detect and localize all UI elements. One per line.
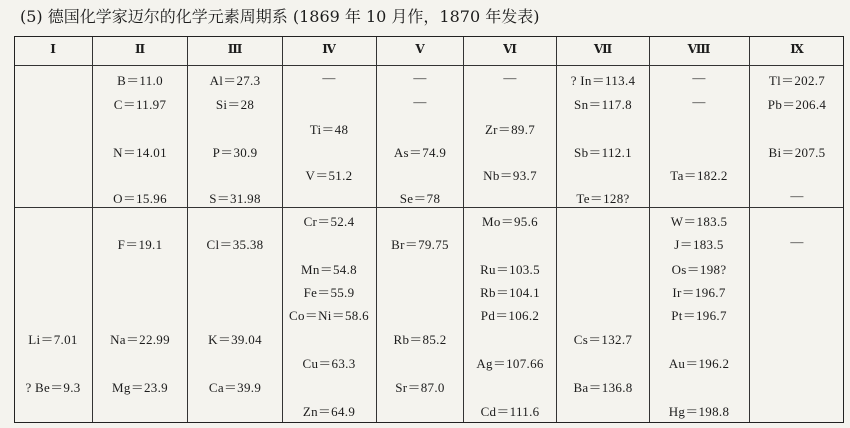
element-cell: Pd＝106.2 [480, 308, 540, 323]
element-cell: V＝51.2 [305, 168, 353, 183]
element-cell: Ag＝107.66 [476, 356, 544, 371]
element-cell: Zn＝64.9 [302, 404, 356, 419]
group-header-4: Ⅳ [322, 42, 336, 56]
element-cell: — [790, 234, 804, 249]
element-cell: Cd＝111.6 [480, 404, 540, 419]
element-cell: Al＝27.3 [209, 73, 261, 88]
element-cell: J＝183.5 [674, 237, 724, 252]
element-cell: Hg＝198.8 [668, 404, 730, 419]
element-cell: Co＝Ni＝58.6 [289, 308, 369, 323]
element-cell: Mn＝54.8 [301, 262, 357, 277]
element-cell: Fe＝55.9 [303, 285, 355, 300]
element-cell: K＝39.04 [208, 332, 262, 347]
element-cell: — [322, 70, 336, 85]
element-cell: Ba＝136.8 [573, 380, 633, 395]
element-cell: Sr＝87.0 [395, 380, 445, 395]
element-cell: — [413, 70, 427, 85]
element-cell: ? Be＝9.3 [25, 380, 81, 395]
element-cell: Cr＝52.4 [303, 214, 355, 229]
element-cell: Sb＝112.1 [574, 145, 632, 160]
element-cell: Ir＝196.7 [672, 285, 726, 300]
group-header-7: Ⅶ [593, 42, 613, 56]
element-cell: Se＝78 [399, 191, 441, 206]
element-cell: Li＝7.01 [28, 332, 78, 347]
element-cell: Cu＝63.3 [302, 356, 356, 371]
element-cell: P＝30.9 [212, 145, 258, 160]
header-divider [15, 65, 843, 66]
element-cell: Tl＝202.7 [768, 73, 826, 88]
element-cell: Ti＝48 [309, 122, 349, 137]
element-cell: Pt＝196.7 [671, 308, 727, 323]
element-cell: F＝19.1 [117, 237, 163, 252]
group-header-2: Ⅱ [134, 42, 146, 56]
element-cell: ? In＝113.4 [570, 73, 636, 88]
group-header-8: Ⅷ [687, 42, 711, 56]
element-cell: C＝11.97 [113, 97, 167, 112]
element-cell: Au＝196.2 [668, 356, 730, 371]
element-cell: — [692, 70, 706, 85]
element-cell: — [413, 94, 427, 109]
element-cell: Sn＝117.8 [574, 97, 632, 112]
element-cell: — [790, 188, 804, 203]
section-divider [15, 207, 843, 208]
element-cell: Te＝128? [576, 191, 630, 206]
element-cell: — [692, 94, 706, 109]
periodic-table [14, 36, 844, 423]
element-cell: Os＝198? [671, 262, 727, 277]
element-cell: Rb＝104.1 [480, 285, 540, 300]
element-cell: Ca＝39.9 [208, 380, 262, 395]
element-cell: Na＝22.99 [110, 332, 170, 347]
element-cell: Mg＝23.9 [112, 380, 168, 395]
element-cell: Ru＝103.5 [480, 262, 540, 277]
group-header-9: Ⅸ [790, 42, 804, 56]
element-cell: As＝74.9 [393, 145, 447, 160]
group-header-3: Ⅲ [227, 42, 243, 56]
element-cell: Br＝79.75 [391, 237, 449, 252]
element-cell: W＝183.5 [670, 214, 728, 229]
element-cell: Pb＝206.4 [767, 97, 827, 112]
element-cell: O＝15.96 [113, 191, 167, 206]
page-title: (5) 德国化学家迈尔的化学元素周期系 (1869 年 10 月作，1870 年发表) [20, 7, 540, 26]
element-cell: Bi＝207.5 [768, 145, 826, 160]
element-cell: B＝11.0 [117, 73, 163, 88]
element-cell: S＝31.98 [209, 191, 261, 206]
element-cell: — [503, 70, 517, 85]
group-header-1: I [50, 42, 56, 56]
element-cell: Cs＝132.7 [573, 332, 633, 347]
group-header-6: Ⅵ [503, 42, 517, 56]
element-cell: Si＝28 [215, 97, 255, 112]
group-header-5: Ⅴ [415, 42, 425, 56]
element-cell: Cl＝35.38 [206, 237, 264, 252]
element-cell: Nb＝93.7 [483, 168, 537, 183]
element-cell: Rb＝85.2 [393, 332, 447, 347]
element-cell: Mo＝95.6 [482, 214, 538, 229]
element-cell: N＝14.01 [113, 145, 167, 160]
element-cell: Ta＝182.2 [670, 168, 728, 183]
element-cell: Zr＝89.7 [484, 122, 536, 137]
